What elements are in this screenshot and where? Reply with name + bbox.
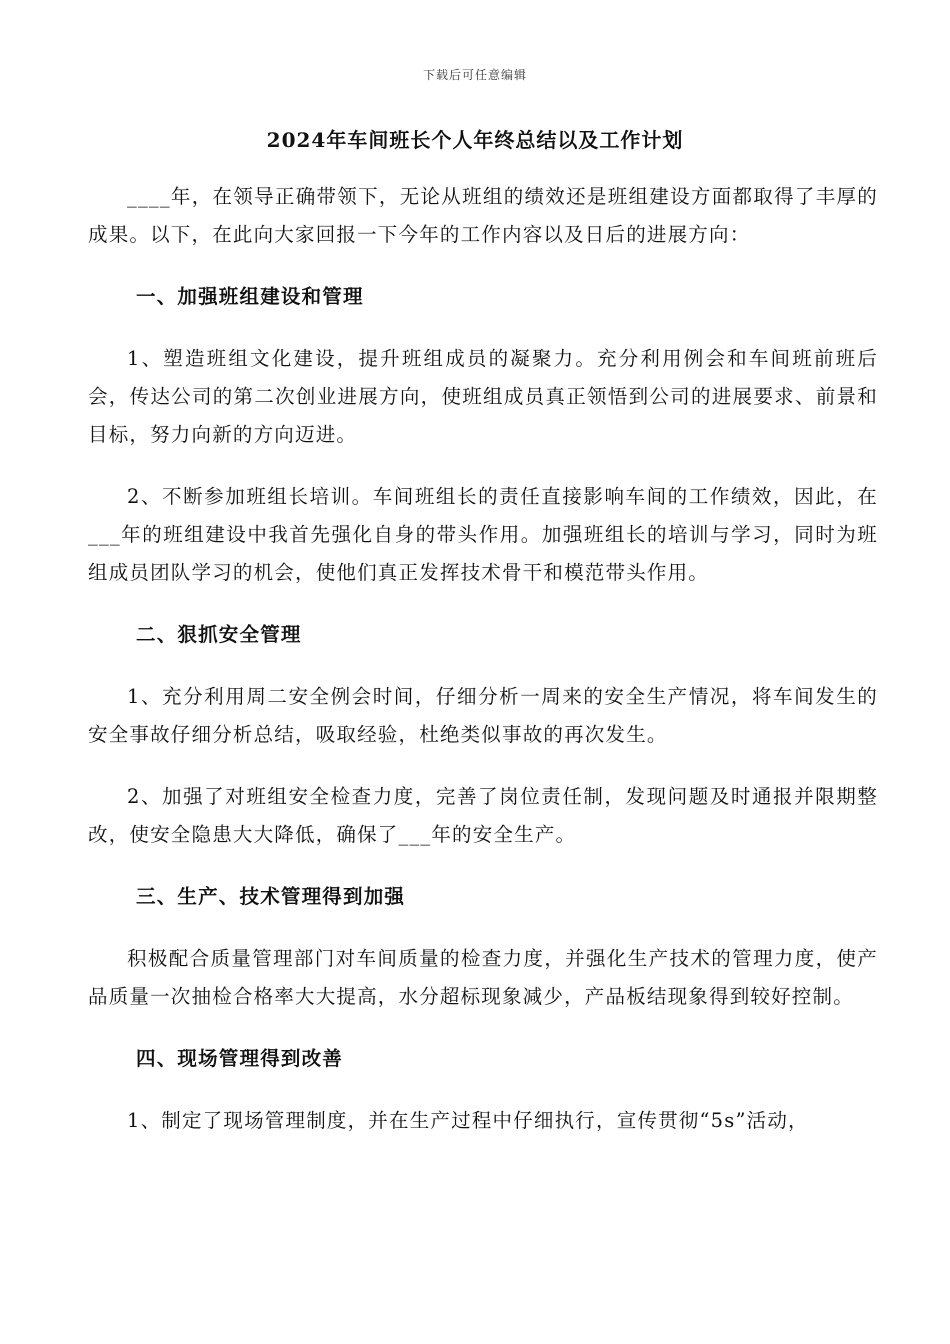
section-heading: 三、生产、技术管理得到加强 [136,885,406,908]
section-paragraph: 1、制定了现场管理制度，并在生产过程中仔细执行，宣传贯彻“5s”活动， [127,1109,809,1132]
section-paragraph: 2、加强了对班组安全检查力度，完善了岗位责任制，发现问题及时通报并限期整改，使安全隐患大大降低，确保了___年的安全生产。 [88,785,878,846]
document-title: 2024年车间班长个人年终总结以及工作计划 [266,128,684,152]
section-paragraph: 2、不断参加班组长培训。车间班组长的责任直接影响车间的工作绩效，因此，在___年的班组建设中我首先强化自身的带头作用。加强班组长的培训与学习，同时为班组成员团队学习的机会，使他们真正发挥技术骨干和模范带头作用。 [88,485,878,584]
section-heading: 二、狠抓安全管理 [136,623,302,646]
page-header-note: 下载后可任意编辑 [422,68,527,82]
section-paragraph: 1、塑造班组文化建设，提升班组成员的凝聚力。充分利用例会和车间班前班后会，传达公司的第二次创业进展方向，使班组成员真正领悟到公司的进展要求、前景和目标，努力向新的方向迈进。 [88,347,878,446]
section-2 [88,616,878,854]
section-4 [88,1040,878,1140]
document-body [88,178,878,1164]
intro-paragraph: ____年，在领导正确带领下，无论从班组的绩效还是班组建设方面都取得了丰厚的成果。以下，在此向大家回报一下今年的工作内容以及日后的进展方向： [88,185,878,246]
section-heading: 一、加强班组建设和管理 [136,285,364,308]
section-3 [88,878,878,1016]
section-1 [88,278,878,592]
section-heading: 四、现场管理得到改善 [136,1047,344,1070]
section-paragraph: 积极配合质量管理部门对车间质量的检查力度，并强化生产技术的管理力度，使产品质量一次抽检合格率大大提高，水分超标现象减少，产品板结现象得到较好控制。 [88,947,878,1008]
section-paragraph: 1、充分利用周二安全例会时间，仔细分析一周来的安全生产情况，将车间发生的安全事故仔细分析总结，吸取经验，杜绝类似事故的再次发生。 [88,685,878,746]
